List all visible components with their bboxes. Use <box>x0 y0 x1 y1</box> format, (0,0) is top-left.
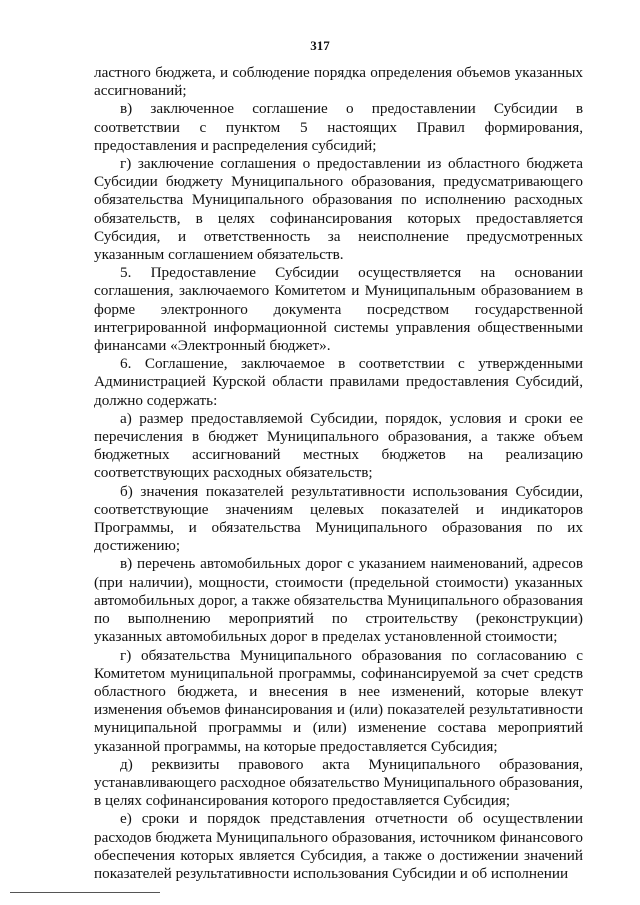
footnote-rule <box>10 892 160 893</box>
page-number: 317 <box>310 38 330 53</box>
paragraph-item-v2: в) перечень автомобильных дорог с указанием наименований, адресов (при наличии), мощности, стоимости (предельной стоимости) указанных автомобильных дорог, а также обязательства Муниципального образования по выполнению мероприятий по строительству (реконструкции) указанных автомобильных дорог в пределах установленной стоимости; <box>94 555 583 646</box>
paragraph-item-e: е) сроки и порядок представления отчетности об осуществлении расходов бюджета Муниципального образования, источником финансового обеспечения которых является Субсидия, а также о достижении значений показателей результативности использования Субсидии и об исполнении <box>94 810 583 882</box>
paragraph-item-g: г) заключение соглашения о предоставлении из областного бюджета Субсидии бюджету Муниципального образования, предусматривающего обязательства Муниципального образования по исполнению расходных обязательств, в целях софинансирования которых предоставляется Субсидия, и ответственность за неисполнение предусмотренных указанным соглашением обязательств. <box>94 155 583 264</box>
paragraph-item-g2: г) обязательства Муниципального образования по согласованию с Комитетом муниципальной программы, софинансируемой за счет средств областного бюджета, и внесения в нее изменений, которые влекут изменения объемов финансирования и (или) показателей результативности муниципальной программы и (или) изменение состава мероприятий указанной программы, на которые предоставляется Субсидия; <box>94 646 583 755</box>
paragraph-item-a: а) размер предоставляемой Субсидии, порядок, условия и сроки ее перечисления в бюджет Муниципального образования, а также объем бюджетных ассигнований местных бюджетов на реализацию соответствующих расходных обязательств; <box>94 409 583 482</box>
paragraph-continuation: ластного бюджета, и соблюдение порядка определения объемов указанных ассигнований; <box>94 64 583 100</box>
document-body <box>94 64 583 883</box>
paragraph-item-d: д) реквизиты правового акта Муниципального образования, устанавливающего расходное обязательство Муниципального образования, в целях софинансирования которого предоставляется Субсидия; <box>94 755 584 810</box>
paragraph-clause-6: 6. Соглашение, заключаемое в соответствии с утвержденными Администрацией Курской области правилами предоставления Субсидий, должно содержать: <box>94 355 583 409</box>
paragraph-item-v: в) заключенное соглашение о предоставлении Субсидии в соответствии с пунктом 5 настоящих Правил формирования, предоставления и распределения субсидий; <box>94 100 583 154</box>
paragraph-clause-5: 5. Предоставление Субсидии осуществляется на основании соглашения, заключаемого Комитетом и Муниципальным образованием в форме электронного документа посредством государственной интегрированной информационной системы управления общественными финансами «Электронный бюджет». <box>94 264 583 355</box>
paragraph-item-b: б) значения показателей результативности использования Субсидии, соответствующие значениям целевых показателей и индикаторов Программы, и обязательства Муниципального образования по их достижению; <box>94 482 583 555</box>
